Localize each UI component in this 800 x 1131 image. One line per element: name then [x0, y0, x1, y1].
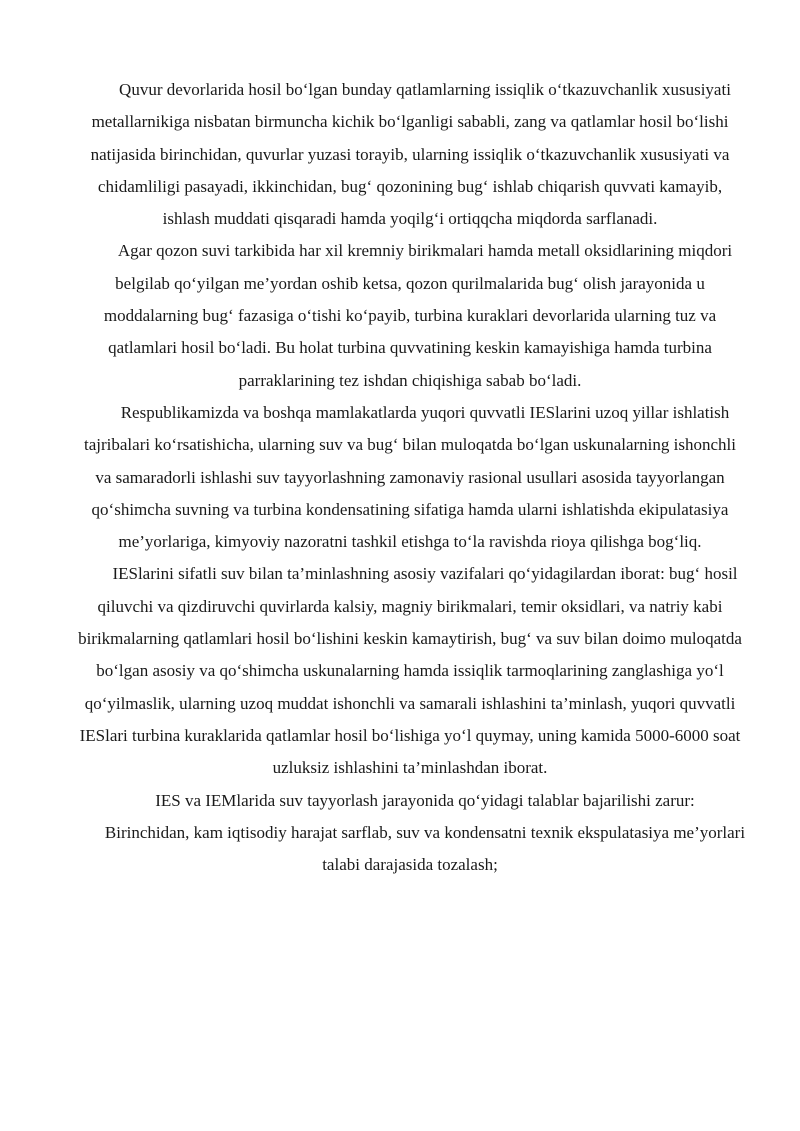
body-text: [74, 74, 746, 881]
paragraph-4: IESlarini sifatli suv bilan ta’minlashning asosiy vazifalari qo‘yidagilardan iborat: bug‘ hosil qiluvchi va qizdiruvchi quvirlarda kalsiy, magniy birikmalari, temir oksidlari, va natriy kabi birikmalarning qatlamlari hosil bo‘lishini keskin kamaytirish, bug‘ va suv bilan doimo muloqatda bo‘lgan asosiy va qo‘shimcha uskunalarning hamda issiqlik tarmoqlarining zanglashiga yo‘l qo‘yilmaslik, ularning uzoq muddat ishonchli va samarali ishlashini ta’minlash, yuqori quvvatli IESlari turbina kuraklarida qatlamlar hosil bo‘lishiga yo‘l quymay, uning kamida 5000-6000 soat uzluksiz ishlashini ta’minlashdan iborat.: [78, 564, 742, 778]
paragraph-3: Respublikamizda va boshqa mamlakatlarda yuqori quvvatli IESlarini uzoq yillar ishlatish tajribalari ko‘rsatishicha, ularning suv va bug‘ bilan muloqatda bo‘lgan uskunalarning ishonchli va samaradorli ishlashi suv tayyorlashning zamonaviy rasional usullari asosida tayyorlangan qo‘shimcha suvning va turbina kondensatining sifatiga hamda ularni ishlatishda ekipulatasiya me’yorlariga, kimyoviy nazoratni tashkil etishga to‘la ravishda rioya qilishga bog‘liq.: [84, 402, 736, 552]
paragraph-1: Quvur devorlarida hosil bo‘lgan bunday qatlamlarning issiqlik o‘tkazuvchanlik xususiyati metallarnikiga nisbatan birmuncha kichik bo‘lganligi sababli, zang va qatlamlar hosil bo‘lishi natijasida birinchidan, quvurlar yuzasi torayib, ularning issiqlik o‘tkazuvchanlik xususiyati va chidamliligi pasayadi, ikkinchidan, bug‘ qozonining bug‘ ishlab chiqarish quvvati kamayib, ishlash muddati qisqaradi hamda yoqilg‘i ortiqqcha miqdorda sarflanadi.: [90, 80, 731, 229]
paragraph-5: IES va IEMlarida suv tayyorlash jarayonida qo‘yidagi talablar bajarilishi zarur:: [155, 790, 695, 810]
paragraph-2: Agar qozon suvi tarkibida har xil kremniy birikmalari hamda metall oksidlarining miqdori belgilab qo‘yilgan me’yordan oshib ketsa, qozon qurilmalarida bug‘ olish jarayonida u moddalarning bug‘ fazasiga o‘tishi ko‘payib, turbina kuraklari devorlarida ularning tuz va qatlamlari hosil bo‘ladi. Bu holat turbina quvvatining keskin kamayishiga hamda turbina parraklarining tez ishdan chiqishiga sabab bo‘ladi.: [103, 241, 733, 390]
paragraph-6: Birinchidan, kam iqtisodiy harajat sarflab, suv va kondensatni texnik ekspulatasiya me’yorlari talabi darajasida tozalash;: [104, 822, 746, 875]
